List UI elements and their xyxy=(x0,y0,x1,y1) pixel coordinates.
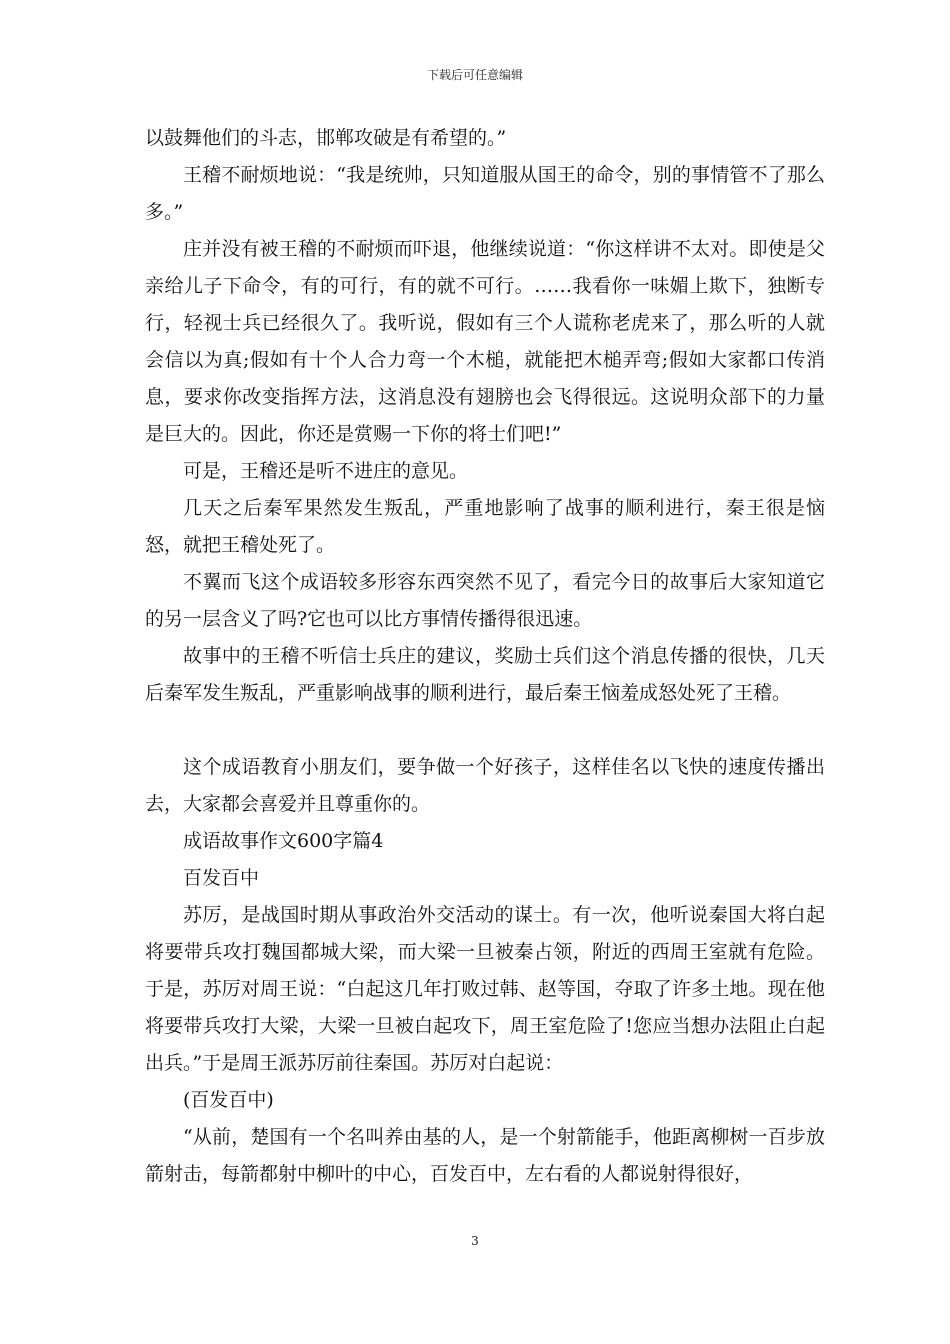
paragraph: “从前，楚国有一个名叫养由基的人，是一个射箭能手，他距离柳树一百步放箭射击，每箭都射中柳叶的中心，百发百中，左右看的人都说射得很好， xyxy=(145,1126,825,1185)
paragraph: (百发百中) xyxy=(183,1089,274,1111)
section-heading: 成语故事作文600字篇4 xyxy=(183,830,384,852)
document-body xyxy=(145,120,825,1193)
page-number: 3 xyxy=(471,1234,479,1248)
paragraph: 可是，王稽还是听不进庄的意见。 xyxy=(183,460,469,482)
paragraph: 这个成语教育小朋友们，要争做一个好孩子，这样佳名以飞快的速度传播出去，大家都会喜爱并且尊重你的。 xyxy=(145,756,825,815)
paragraph: 不翼而飞这个成语较多形容东西突然不见了，看完今日的故事后大家知道它的另一层含义了吗?它也可以比方事情传播得很迅速。 xyxy=(145,571,825,630)
paragraph: 苏厉，是战国时期从事政治外交活动的谋士。有一次，他听说秦国大将白起将要带兵攻打魏国都城大梁，而大梁一旦被秦占领，附近的西周王室就有危险。于是，苏厉对周王说：“白起这几年打败过韩、赵等国，夺取了许多土地。现在他将要带兵攻打大梁，大梁一旦被白起攻下，周王室危险了!您应当想办法阻止白起出兵。”于是周王派苏厉前往秦国。苏厉对白起说： xyxy=(145,904,825,1074)
page-header: 下载后可任意编辑 xyxy=(426,68,523,82)
story-title: 百发百中 xyxy=(183,867,260,889)
paragraph: 庄并没有被王稽的不耐烦而吓退，他继续说道：“你这样讲不太对。即使是父亲给儿子下命令，有的可行，有的就不可行。……我看你一味媚上欺下，独断专行，轻视士兵已经很久了。我听说，假如有三个人谎称老虎来了，那么听的人就会信以为真;假如有十个人合力弯一个木槌，就能把木槌弄弯;假如大家都口传消息，要求你改变指挥方法，这消息没有翅膀也会飞得很远。这说明众部下的力量是巨大的。因此，你还是赏赐一下你的将士们吧!” xyxy=(145,238,825,445)
paragraph: 王稽不耐烦地说：“我是统帅，只知道服从国王的命令，别的事情管不了那么多。” xyxy=(145,164,825,223)
paragraph: 几天之后秦军果然发生叛乱，严重地影响了战事的顺利进行，秦王很是恼怒，就把王稽处死了。 xyxy=(145,497,825,556)
paragraph: 故事中的王稽不听信士兵庄的建议，奖励士兵们这个消息传播的很快，几天后秦军发生叛乱，严重影响战事的顺利进行，最后秦王恼羞成怒处死了王稽。 xyxy=(145,645,825,704)
paragraph: 以鼓舞他们的斗志，邯郸攻破是有希望的。” xyxy=(145,127,507,149)
